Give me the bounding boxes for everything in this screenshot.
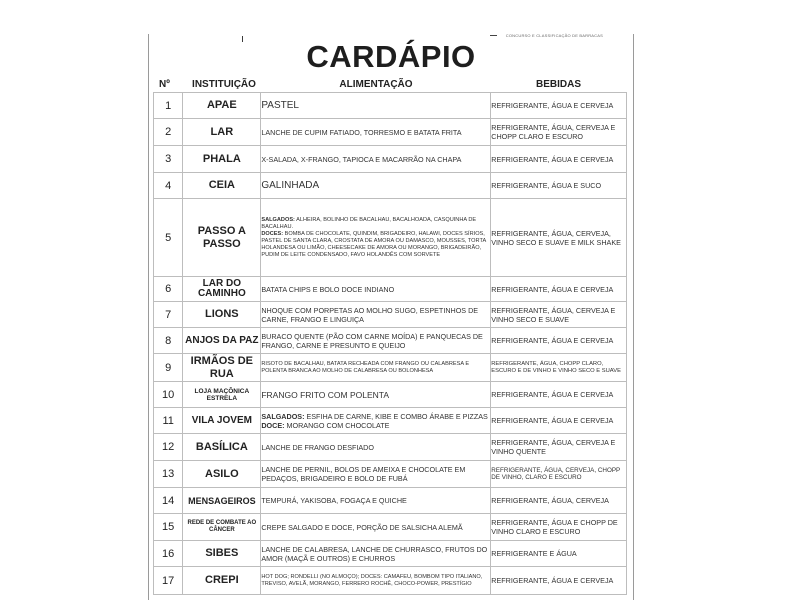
row-drinks: REFRIGERANTE, ÁGUA E CERVEJA bbox=[491, 277, 627, 302]
table-row bbox=[154, 461, 627, 488]
row-institution: ASILO bbox=[183, 461, 261, 488]
row-food bbox=[261, 217, 490, 231]
table-row bbox=[154, 199, 627, 277]
row-institution: LAR bbox=[183, 119, 261, 146]
row-institution: ANJOS DA PAZ bbox=[183, 328, 261, 354]
food-label: SALGADOS: bbox=[261, 216, 295, 223]
table-row bbox=[154, 302, 627, 328]
header-institution: INSTITUIÇÃO bbox=[192, 79, 256, 90]
row-food bbox=[261, 421, 490, 430]
row-number: 6 bbox=[154, 277, 183, 302]
row-institution: APAE bbox=[183, 93, 261, 119]
row-number: 11 bbox=[154, 408, 183, 434]
row-drinks: REFRIGERANTE, ÁGUA, CERVEJA, VINHO SECO E SUAVE E MILK SHAKE bbox=[491, 199, 627, 277]
row-food: X-SALADA, X-FRANGO, TAPIOCA E MACARRÃO NA CHAPA bbox=[261, 154, 462, 164]
food-text: ALHEIRA, BOLINHO DE BACALHAU, BACALHOADA, CASQUINHA DE BACALHAU. bbox=[261, 216, 477, 230]
food-label: SALGADOS: bbox=[261, 411, 305, 421]
top-mark: ı bbox=[241, 33, 245, 45]
row-drinks: REFRIGERANTE, ÁGUA, CERVEJA bbox=[491, 488, 627, 514]
table-row bbox=[154, 514, 627, 541]
column-headers bbox=[149, 78, 633, 92]
row-food: LANCHE DE FRANGO DESFIADO bbox=[261, 442, 374, 452]
row-food bbox=[261, 231, 490, 259]
row-drinks: REFRIGERANTE, ÁGUA E CERVEJA bbox=[491, 408, 627, 434]
row-food: TEMPURÁ, YAKISOBA, FOGAÇA E QUICHE bbox=[261, 496, 407, 505]
row-food: GALINHADA bbox=[261, 179, 320, 191]
row-number: 15 bbox=[154, 514, 183, 541]
table-row bbox=[154, 541, 627, 567]
page-title: CARDÁPIO bbox=[306, 39, 476, 74]
row-institution: PHALA bbox=[183, 146, 261, 173]
row-drinks: REFRIGERANTE, ÁGUA E CERVEJA bbox=[491, 93, 627, 119]
row-food: PASTEL bbox=[261, 99, 299, 111]
row-drinks: REFRIGERANTE, ÁGUA, CERVEJA E VINHO SECO E SUAVE bbox=[491, 302, 627, 328]
row-institution: LIONS bbox=[183, 302, 261, 328]
table-row bbox=[154, 354, 627, 382]
row-drinks: REFRIGERANTE, ÁGUA, CERVEJA E CHOPP CLARO E ESCURO bbox=[491, 119, 627, 146]
header-food: ALIMENTAÇÃO bbox=[339, 79, 413, 90]
row-number: 2 bbox=[154, 119, 183, 146]
row-drinks: REFRIGERANTE, ÁGUA E CERVEJA bbox=[491, 328, 627, 354]
menu-document bbox=[148, 34, 634, 600]
row-institution: MENSAGEIROS bbox=[183, 488, 261, 514]
row-number: 4 bbox=[154, 173, 183, 199]
table-row bbox=[154, 567, 627, 595]
top-note: CONCURSO E CLASSIFICAÇÃO DE BARRACAS bbox=[505, 33, 603, 38]
row-food: RISOTO DE BACALHAU, BATATA RECHEADA COM FRANGO OU CALABRESA E POLENTA BRANCA AO MOLHO DE CALABRESA OU BOLONHESA bbox=[261, 360, 470, 374]
row-food: LANCHE DE CALABRESA, LANCHE DE CHURRASCO, FRUTOS DO AMOR (MAÇÃ E OUTROS) E CHURROS bbox=[261, 544, 488, 563]
row-institution: IRMÃOS DE RUA bbox=[183, 354, 261, 382]
row-number: 1 bbox=[154, 93, 183, 119]
row-food: FRANGO FRITO COM POLENTA bbox=[261, 389, 390, 400]
top-dash bbox=[490, 35, 497, 36]
food-label: DOCES: bbox=[261, 230, 284, 237]
table-row bbox=[154, 146, 627, 173]
row-institution: BASÍLICA bbox=[183, 434, 261, 461]
row-number: 5 bbox=[154, 199, 183, 277]
row-drinks: REFRIGERANTE, ÁGUA, CERVEJA, CHOPP DE VINHO, CLARO E ESCURO bbox=[491, 466, 621, 481]
row-institution: PASSO A PASSO bbox=[183, 199, 261, 277]
row-food: BURACO QUENTE (PÃO COM CARNE MOÍDA) E PANQUECAS DE FRANGO, CARNE E PRESUNTO E QUEIJO bbox=[261, 331, 483, 350]
row-food bbox=[261, 412, 490, 421]
header-number: Nº bbox=[159, 79, 170, 90]
row-food: LANCHE DE PERNIL, BOLOS DE AMEIXA E CHOCOLATE EM PEDAÇOS, BRIGADEIRO E BOLO DE FUBÁ bbox=[261, 465, 466, 483]
row-food: HOT DOG; RONDELLI (NO ALMOÇO); DOCES: CAMAFEU, BOMBOM TIPO ITALIANO, TREVISO, AVELÃ, MORANGO, FERRERO ROCHÊ, CHOCO-POWER, PRESTÍGIO bbox=[261, 573, 483, 587]
row-drinks: REFRIGERANTE, ÁGUA E CERVEJA bbox=[491, 146, 627, 173]
row-institution: LAR DO CAMINHO bbox=[183, 277, 261, 302]
row-food: NHOQUE COM PORPETAS AO MOLHO SUGO, ESPETINHOS DE CARNE, FRANGO E LINGUIÇA bbox=[261, 305, 479, 324]
food-text: MORANGO COM CHOCOLATE bbox=[284, 420, 390, 430]
row-food: LANCHE DE CUPIM FATIADO, TORRESMO E BATATA FRITA bbox=[261, 127, 462, 137]
row-institution: CREPI bbox=[183, 567, 261, 595]
table-row bbox=[154, 173, 627, 199]
row-drinks: REFRIGERANTE, ÁGUA E SUCO bbox=[491, 173, 627, 199]
row-number: 10 bbox=[154, 382, 183, 408]
table-row bbox=[154, 277, 627, 302]
row-number: 8 bbox=[154, 328, 183, 354]
row-institution: CEIA bbox=[183, 173, 261, 199]
row-number: 3 bbox=[154, 146, 183, 173]
row-institution: SIBES bbox=[183, 541, 261, 567]
menu-table bbox=[153, 92, 627, 595]
row-number: 12 bbox=[154, 434, 183, 461]
row-drinks: REFRIGERANTE, ÁGUA E CERVEJA bbox=[491, 382, 627, 408]
food-text: BOMBA DE CHOCOLATE, QUINDIM, BRIGADEIRO, HALAWI, DOCES SÍRIOS, PASTEL DE SANTA CLARA, CROSTATA DE AMORA OU DAMASCO, MOUSSES, TORTA HOLANDESA OU LIMÃO, CHEESECAKE DE AMORA OU MORANGO, BRIGADEIRÃO, PUDIM DE LEITE CONDENSADO, FAVO HOLANDÊS COM SORVETE bbox=[261, 230, 486, 258]
row-drinks: REFRIGERANTE, ÁGUA E CHOPP DE VINHO CLARO E ESCURO bbox=[491, 514, 627, 541]
row-drinks: REFRIGERANTE, ÁGUA, CHOPP CLARO, ESCURO E DE VINHO E VINHO SECO E SUAVE bbox=[491, 361, 621, 374]
table-row bbox=[154, 119, 627, 146]
row-institution: LOJA MAÇÔNICA ESTRELA bbox=[183, 382, 261, 408]
row-food: BATATA CHIPS E BOLO DOCE INDIANO bbox=[261, 284, 395, 294]
food-text: ESFIHA DE CARNE, KIBE E COMBO ÁRABE E PIZZAS bbox=[304, 411, 488, 421]
row-drinks: REFRIGERANTE E ÁGUA bbox=[491, 541, 627, 567]
row-food: CREPE SALGADO E DOCE, PORÇÃO DE SALSICHA ALEMÃ bbox=[261, 522, 463, 532]
row-number: 7 bbox=[154, 302, 183, 328]
row-institution: REDE DE COMBATE AO CÂNCER bbox=[183, 514, 261, 541]
row-number: 14 bbox=[154, 488, 183, 514]
row-number: 9 bbox=[154, 354, 183, 382]
row-number: 17 bbox=[154, 567, 183, 595]
table-row bbox=[154, 328, 627, 354]
table-row bbox=[154, 382, 627, 408]
row-drinks: REFRIGERANTE, ÁGUA E CERVEJA bbox=[491, 567, 627, 595]
row-institution: VILA JOVEM bbox=[183, 408, 261, 434]
table-row bbox=[154, 93, 627, 119]
table-row bbox=[154, 408, 627, 434]
row-drinks: REFRIGERANTE, ÁGUA, CERVEJA E VINHO QUENTE bbox=[491, 434, 627, 461]
row-number: 13 bbox=[154, 461, 183, 488]
food-label: DOCE: bbox=[261, 420, 285, 430]
row-number: 16 bbox=[154, 541, 183, 567]
header-drinks: BEBIDAS bbox=[535, 79, 581, 90]
table-row bbox=[154, 488, 627, 514]
table-row bbox=[154, 434, 627, 461]
